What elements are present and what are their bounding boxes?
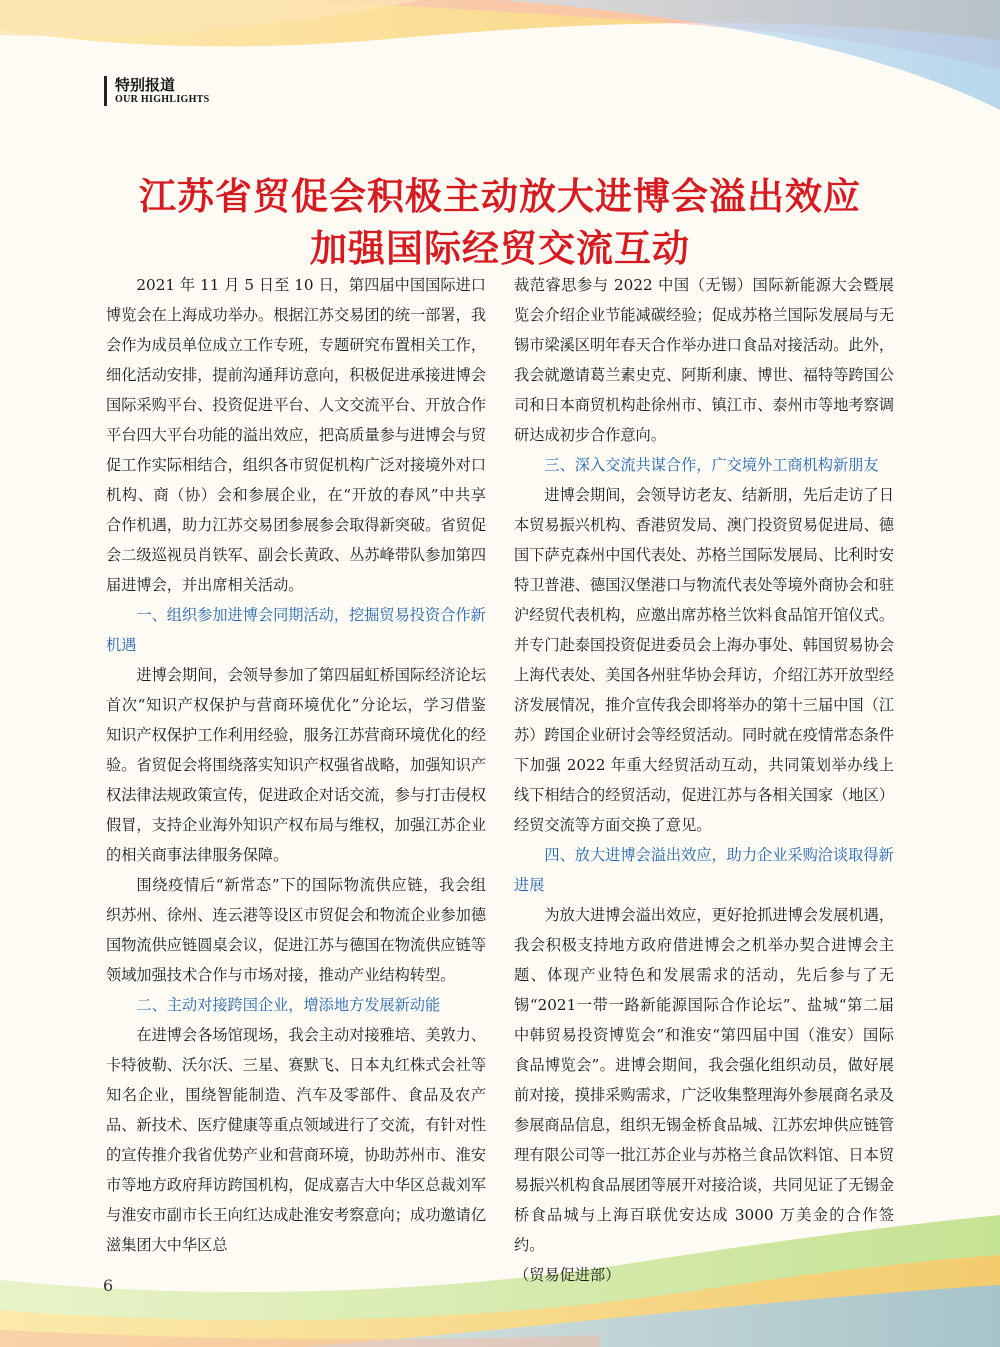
paragraph: 进博会期间，会领导访老友、结新朋，先后走访了日本贸易振兴机构、香港贸发局、澳门投资贸易促进局、德国下萨克森州中国代表处、苏格兰国际发展局、比利时安特卫普港、德国汉堡港口与物流代表处等境外商协会和驻沪经贸代表机构，应邀出席苏格兰饮料食品馆开馆仪式。并专门赴泰国投资促进委员会上海办事处、韩国贸易协会上海代表处、美国各州驻华协会拜访，介绍江苏开放型经济发展情况，推介宣传我会即将举办的第十三届中国（江苏）跨国企业研讨会等经贸活动。同时就在疫情常态条件下加强 2022 年重大经贸活动互动，共同策划举办线上线下相结合的经贸活动，促进江苏与各相关国家（地区）经贸交流等方面交换了意见。 [514,486,894,834]
department-signature: （贸易促进部） [514,1266,621,1284]
title-line-1: 江苏省贸促会积极主动放大进博会溢出效应 [139,174,861,218]
title-line-2: 加强国际经贸交流互动 [310,226,690,270]
page-number: 6 [103,1276,114,1295]
paragraph: 在进博会各场馆现场，我会主动对接雅培、美敦力、卡特彼勒、沃尔沃、三星、赛默飞、日本丸红株式会社等知名企业，围绕智能制造、汽车及零部件、食品及农产品、新技术、医疗健康等重点领域进行了交流，有针对性的宣传推介我省优势产业和营商环境，协助苏州市、淮安市等地方政府拜访跨国机构，促成嘉吉大中华区总裁刘军与淮安市副市长王向红达成赴淮安考察意向；成功邀请亿滋集团大中华区总 [106,1026,486,1254]
paragraph: 围绕疫情后“新常态”下的国际物流供应链，我会组织苏州、徐州、连云港等设区市贸促会和物流企业参加德国物流供应链圆桌会议，促进江苏与德国在物流供应链等领域加强技术合作与市场对接，推动产业结构转型。 [106,876,486,984]
section-heading-3: 三、深入交流共谋合作，广交境外工商机构新朋友 [544,456,879,474]
left-column [106,270,486,1260]
paragraph: 为放大进博会溢出效应，更好抢抓进博会发展机遇，我会积极支持地方政府借进博会之机举办契合进博会主题、体现产业特色和发展需求的活动，先后参与了无锡“2021一带一路新能源国际合作论坛”、盐城“第二届中韩贸易投资博览会”和淮安“第四届中国（淮安）国际食品博览会”。进博会期间，我会强化组织动员，做好展前对接，摸排采购需求，广泛收集整理海外参展商名录及参展商品信息，组织无锡金桥食品城、江苏宏坤供应链管理有限公司等一批江苏企业与苏格兰食品饮料馆、日本贸易振兴机构食品展团等展开对接洽谈，共同见证了无锡金桥食品城与上海百联优安达成 3000 万美金的合作签约。 [514,906,894,1254]
section-tag [104,76,210,106]
right-column [514,270,894,1290]
section-title-en: OUR HIGHLIGHTS [115,94,210,105]
paragraph: 2021 年 11 月 5 日至 10 日，第四届中国国际进口博览会在上海成功举办。根据江苏交易团的统一部署，我会作为成员单位成立工作专班，专题研究布置相关工作，细化活动安排，提前沟通拜访意向，积极促进承接进博会国际采购平台、投资促进平台、人文交流平台、开放合作平台四大平台功能的溢出效应，把高质量参与进博会与贸促工作实际相结合，组织各市贸促机构广泛对接境外对口机构、商（协）会和参展企业，在“开放的春风”中共享合作机遇，助力江苏交易团参展参会取得新突破。省贸促会二级巡视员肖铁军、副会长黄政、丛苏峰带队参加第四届进博会，并出席相关活动。 [106,276,486,594]
section-heading-1: 一、组织参加进博会同期活动，挖掘贸易投资合作新机遇 [106,606,486,654]
paragraph-continued: 裁范睿思参与 2022 中国（无锡）国际新能源大会暨展览会介绍企业节能减碳经验；促成苏格兰国际发展局与无锡市梁溪区明年春天合作举办进口食品对接活动。此外，我会就邀请葛兰素史克、阿斯利康、博世、福特等跨国公司和日本商贸机构赴徐州市、镇江市、泰州市等地考察调研达成初步合作意向。 [514,276,894,444]
paragraph: 进博会期间，会领导参加了第四届虹桥国际经济论坛首次“知识产权保护与营商环境优化”分论坛，学习借鉴知识产权保护工作利用经验，服务江苏营商环境优化的经验。省贸促会将围绕落实知识产权强省战略，加强知识产权法律法规政策宣传，促进政企对话交流，参与打击侵权假冒，支持企业海外知识产权布局与维权，加强江苏企业的相关商事法律服务保障。 [106,666,486,864]
article-title [0,170,1000,274]
section-heading-4: 四、放大进博会溢出效应，助力企业采购洽谈取得新进展 [514,846,894,894]
section-title-cn: 特别报道 [115,76,176,94]
section-heading-2: 二、主动对接跨国企业，增添地方发展新动能 [136,996,441,1014]
